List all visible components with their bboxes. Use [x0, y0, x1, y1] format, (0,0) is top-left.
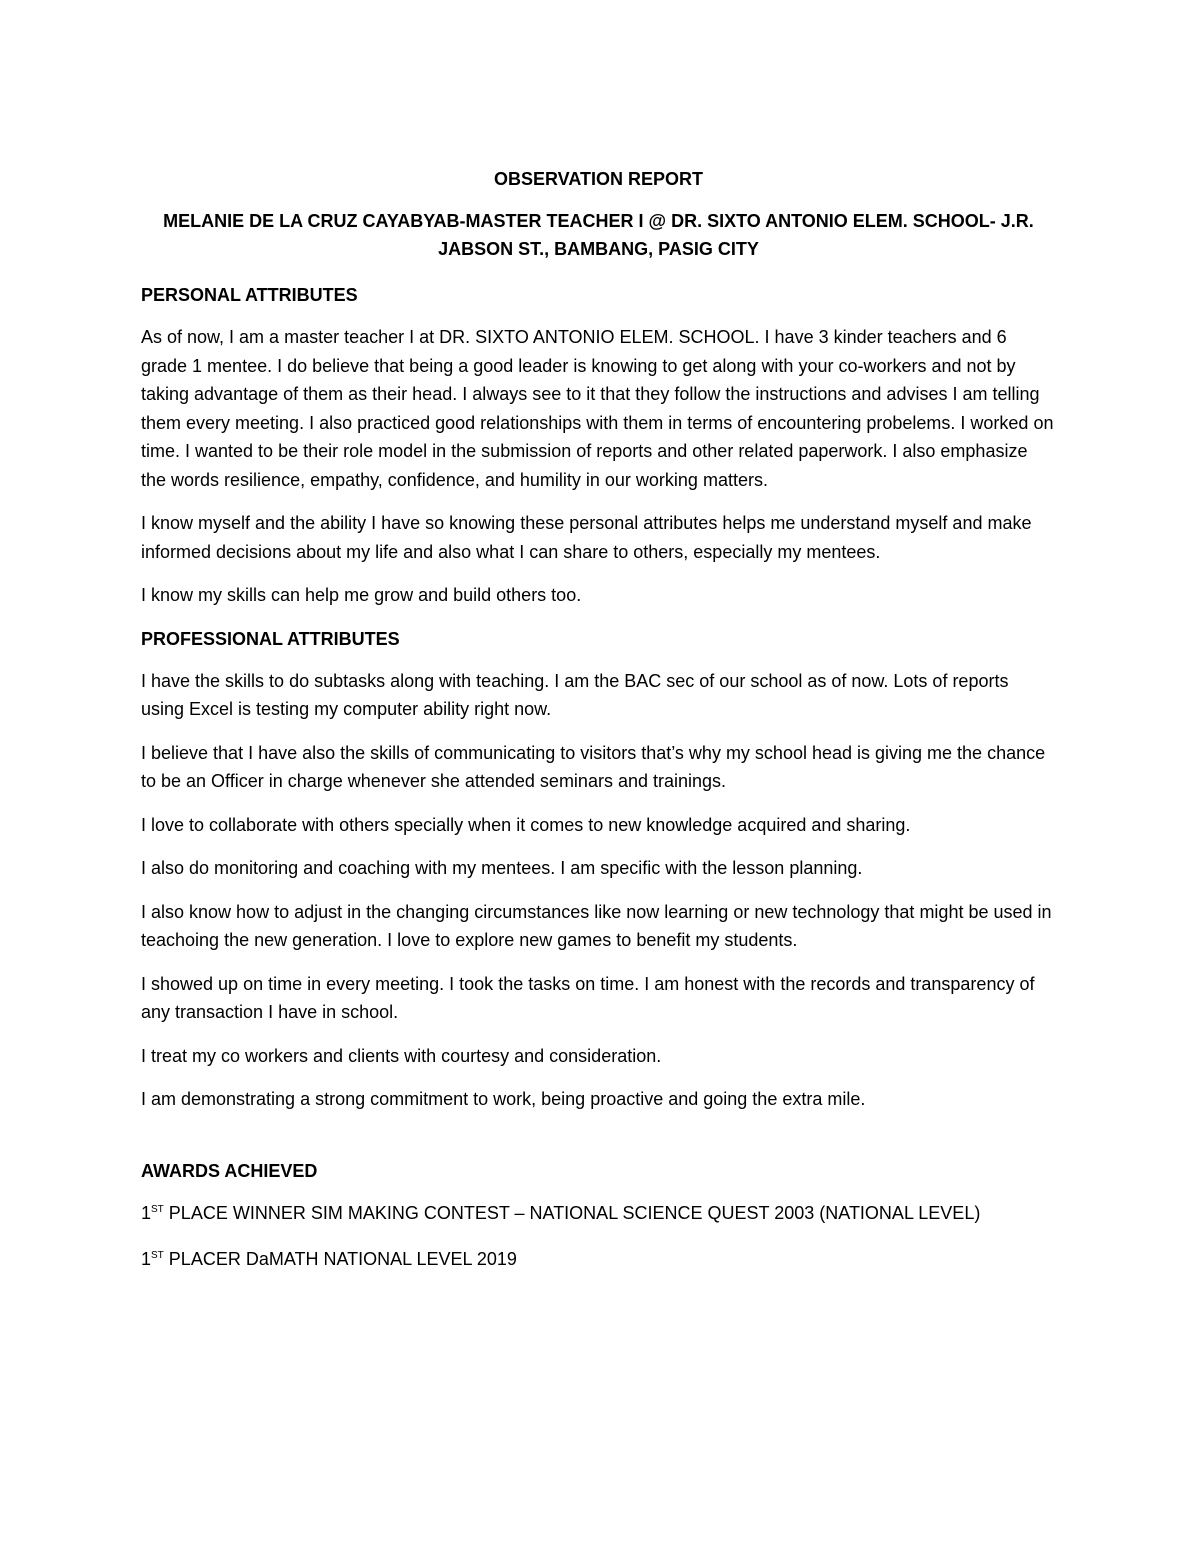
professional-paragraph: I treat my co workers and clients with courtesy and consideration. — [141, 1045, 662, 1066]
report-title: OBSERVATION REPORT — [493, 169, 704, 189]
professional-paragraph: I also do monitoring and coaching with my mentees. I am specific with the lesson planning. — [141, 858, 863, 878]
personal-attributes-heading: PERSONAL ATTRIBUTES — [141, 285, 358, 305]
award-item — [141, 1245, 1056, 1273]
award-text: PLACER DaMATH NATIONAL LEVEL 2019 — [163, 1248, 517, 1269]
professional-paragraph: I am demonstrating a strong commitment to work, being proactive and going the extra mile. — [141, 1089, 866, 1109]
award-item — [141, 1199, 1056, 1227]
professional-paragraph: I also know how to adjust in the changing circumstances like now learning or new technology that might be used in teachoing the new generation. I love to explore new games to benefit my students. — [141, 901, 1052, 950]
professional-attributes-heading: PROFESSIONAL ATTRIBUTES — [141, 628, 400, 649]
awards-heading: AWARDS ACHIEVED — [141, 1160, 318, 1181]
blank-line — [141, 1129, 1056, 1157]
report-subtitle — [141, 207, 1056, 263]
award-text: PLACE WINNER SIM MAKING CONTEST – NATIONAL SCIENCE QUEST 2003 (NATIONAL LEVEL) — [163, 1202, 981, 1223]
document-page — [141, 165, 1056, 1291]
personal-paragraph: As of now, I am a master teacher I at DR. SIXTO ANTONIO ELEM. SCHOOL. I have 3 kinder teachers and 6 grade 1 mentee. I do believe that being a good leader is knowing to get along with your co-workers and not by taking advantage of them as their head. I always see to it that they follow the instructions and advises I am telling them every meeting. I also practiced good relationships with them in terms of encountering probelems. I worked on time. I wanted to be their role model in the submission of reports and other related paperwork. I also emphasize the words resilience, empathy, confidence, and humility in our working matters. — [141, 327, 1054, 490]
award-rank-suffix: ST — [151, 1249, 164, 1261]
professional-paragraph: I have the skills to do subtasks along with teaching. I am the BAC sec of our school as of now. Lots of reports using Excel is testing my computer ability right now. — [141, 670, 1009, 719]
award-rank-suffix: ST — [151, 1203, 164, 1215]
professional-paragraph: I love to collaborate with others specially when it comes to new knowledge acquired and sharing. — [141, 814, 911, 835]
professional-paragraph: I believe that I have also the skills of communicating to visitors that’s why my school head is giving me the chance to be an Officer in charge whenever she attended seminars and trainings. — [141, 742, 1046, 791]
subtitle-line-2: JABSON ST., BAMBANG, PASIG CITY — [438, 239, 759, 259]
personal-paragraph: I know myself and the ability I have so knowing these personal attributes helps me understand myself and make informed decisions about my life and also what I can share to others, especially my mentees. — [141, 513, 1032, 562]
award-rank: 1 — [141, 1248, 152, 1269]
professional-paragraph: I showed up on time in every meeting. I took the tasks on time. I am honest with the records and transparency of any transaction I have in school. — [141, 973, 1035, 1022]
award-rank: 1 — [141, 1202, 152, 1223]
personal-paragraph: I know my skills can help me grow and build others too. — [141, 585, 582, 605]
subtitle-line-1: MELANIE DE LA CRUZ CAYABYAB-MASTER TEACHER I @ DR. SIXTO ANTONIO ELEM. SCHOOL- J.R. — [163, 211, 1034, 231]
